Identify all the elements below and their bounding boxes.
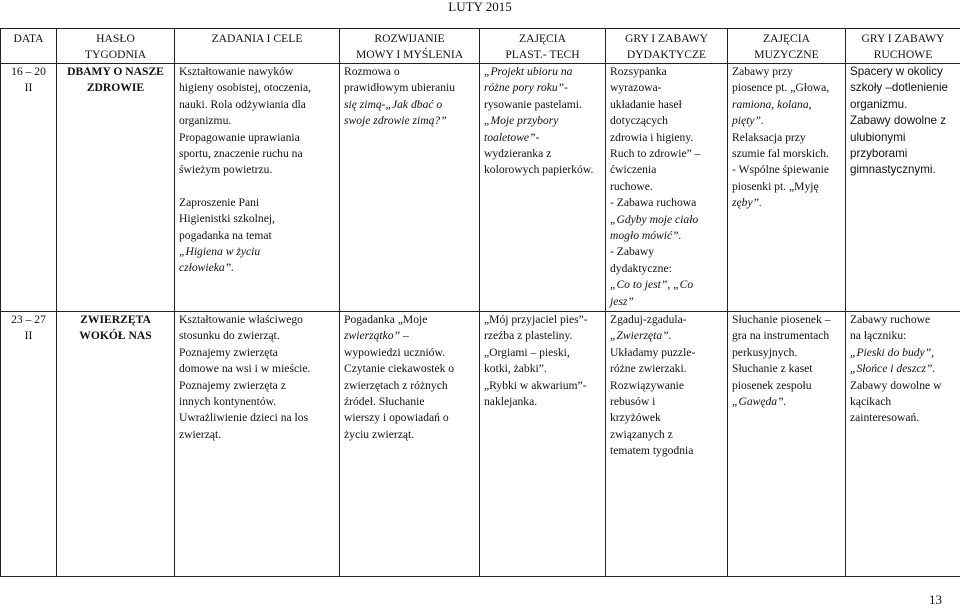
- header-speech: ROZWIJANIE MOWY I MYŚLENIA: [340, 29, 480, 64]
- header-tasks: ZADANIA I CELE: [175, 29, 340, 64]
- lesson-plan-table: [0, 28, 960, 577]
- table-row: [1, 312, 960, 577]
- header-movement: GRY I ZABAWY RUCHOWE: [846, 29, 960, 64]
- header-didactic: GRY I ZABAWY DYDAKTYCZE: [606, 29, 728, 64]
- header-motto: HASŁO TYGODNIA: [57, 29, 175, 64]
- header-art: ZAJĘCIA PLAST.- TECH: [480, 29, 606, 64]
- motto-cell: ZWIERZĘTA WOKÓŁ NAS: [57, 312, 175, 577]
- page-title: LUTY 2015: [448, 0, 512, 14]
- table-row: [1, 64, 960, 312]
- movement-cell: Zabawy ruchowe na łączniku: „Pieski do budy”, „Słońce i deszcz”. Zabawy dowolne w kącikach zainteresowań.: [846, 312, 960, 577]
- header-date: DATA: [1, 29, 57, 64]
- tasks-cell: Kształtowanie właściwego stosunku do zwierząt. Poznajemy zwierzęta domowe na wsi i w mieście. Poznajemy zwierzęta z innych kontynentów. Uwrażliwienie dzieci na los zwierząt.: [175, 312, 340, 577]
- motto-cell: DBAMY O NASZE ZDROWIE: [57, 64, 175, 312]
- music-cell: Zabawy przy piosence pt. „Głowa, ramiona, kolana, pięty”. Relaksacja przy szumie fal morskich. - Wspólne śpiewanie piosenki pt. „Myję zęby”.: [728, 64, 846, 312]
- art-cell: „Mój przyjaciel pies”- rzeźba z plasteliny. „Orgiami – pieski, kotki, żabki”. „Rybki w akwarium”- naklejanka.: [480, 312, 606, 577]
- date-cell: 23 – 27 II: [1, 312, 57, 577]
- tasks-cell: Kształtowanie nawyków higieny osobistej, otoczenia, nauki. Rola odżywiania dla organizmu. Propagowanie uprawiania sportu, znaczenie ruchu na świeżym powietrzu. Zaproszenie Pani Higienistki szkolnej, pogadanka na temat „Higiena w życiu człowieka”.: [175, 64, 340, 312]
- header-music: ZAJĘCIA MUZYCZNE: [728, 29, 846, 64]
- movement-cell: Spacery w okolicy szkoły –dotlenienie organizmu. Zabawy dowolne z ulubionymi przyborami gimnastycznymi.: [846, 64, 960, 312]
- music-cell: Słuchanie piosenek – gra na instrumentach perkusyjnych. Słuchanie z kaset piosenek zespołu „Gawęda”.: [728, 312, 846, 577]
- art-cell: „Projekt ubioru na różne pory roku”- rysowanie pastelami. „Moje przybory toaletowe”- wydzieranka z kolorowych papierków.: [480, 64, 606, 312]
- didactic-cell: Rozsypanka wyrazowa- układanie haseł dotyczących zdrowia i higieny. Ruch to zdrowie” – ćwiczenia ruchowe. - Zabawa ruchowa „Gdyby moje ciało mogło mówić”. - Zabawy dydaktyczne: „Co to jest”, „Co jesz”: [606, 64, 728, 312]
- didactic-cell: Zgaduj-zgadula- „Zwierzęta”. Układamy puzzle- różne zwierzaki. Rozwiązywanie rebusów i krzyżówek związanych z tematem tygodnia: [606, 312, 728, 577]
- speech-cell: Rozmowa o prawidłowym ubieraniu się zimą-„Jak dbać o swoje zdrowie zimą?”: [340, 64, 480, 312]
- page-number: 13: [929, 592, 942, 607]
- speech-cell: Pogadanka „Moje zwierzątko” – wypowiedzi uczniów. Czytanie ciekawostek o zwierzętach z różnych źródeł. Słuchanie wierszy i opowiadań o życiu zwierząt.: [340, 312, 480, 577]
- date-cell: 16 – 20 II: [1, 64, 57, 312]
- header-row: [1, 29, 960, 64]
